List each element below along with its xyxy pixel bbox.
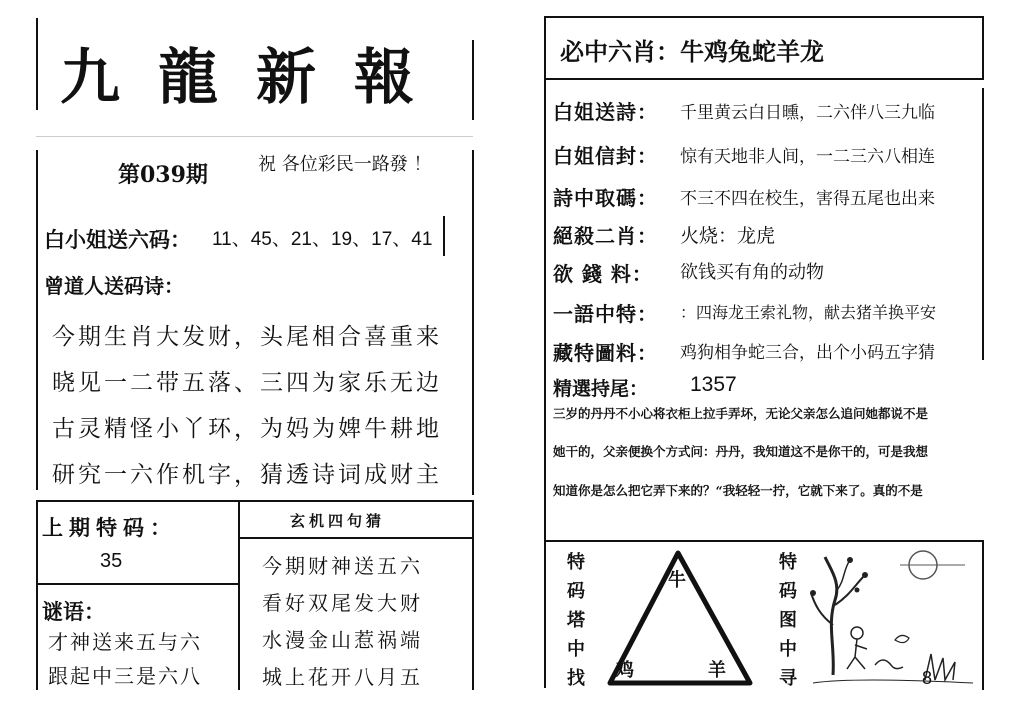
- last-code-divider: [36, 583, 239, 585]
- zodiac-six: 必中六肖：牛鸡兔蛇羊龙: [560, 37, 824, 66]
- clue-label: 藏特圖料：: [553, 341, 658, 365]
- left-page-border-right-lower: [472, 150, 474, 495]
- clue-text: 欲钱买有角的动物: [680, 262, 824, 283]
- clue-label: 白姐信封：: [553, 144, 658, 168]
- riddle-line: 看好双尾发大财: [262, 591, 423, 615]
- tail-value: 1357: [690, 373, 737, 396]
- six-codes-label: 白小姐送六码：: [44, 227, 191, 252]
- poem-line: 研究一六作机字，猜透诗词成财主: [52, 462, 442, 488]
- hint-line: 才神送来五与六: [48, 630, 202, 654]
- clue-label: 絕殺二肖：: [553, 224, 658, 248]
- clue-text: 不三不四在校生，害得五尾也出来: [680, 189, 935, 209]
- story-line: 她干的，父亲便换个方式问：丹丹，我知道这不是你干的，可是我想: [553, 444, 929, 459]
- tail-label: 精選持尾：: [553, 378, 649, 400]
- clue-label: 白姐送詩：: [553, 100, 658, 124]
- picture-column: [775, 548, 801, 693]
- story-line: 知道你是怎么把它弄下来的？“我轻轻一拧，它就下来了。真的不是: [553, 483, 923, 498]
- greeting: 祝 各位彩民一路發 ！: [258, 154, 432, 175]
- bottom-box-right: [472, 500, 474, 690]
- picture-number: 8: [922, 668, 933, 688]
- riddle-title: 玄机四句猜: [290, 512, 386, 530]
- clue-label: 一語中特：: [553, 302, 658, 326]
- clue-text: 火烧：龙虎: [680, 225, 776, 247]
- bottom-panel-top: [544, 540, 984, 542]
- left-page-border-left: [36, 18, 38, 110]
- tower-char: 塔: [567, 610, 585, 631]
- bottom-panel-right: [982, 540, 984, 690]
- picture-char: 寻: [779, 668, 797, 689]
- poem-label: 曾道人送码诗：: [44, 274, 184, 298]
- hint-label: 谜语：: [42, 599, 105, 624]
- zodiac-box-bottom: [544, 78, 984, 80]
- clue-label: 欲 錢 料：: [553, 262, 653, 286]
- clue-text: 惊有天地非人间，一二三六八相连: [680, 147, 935, 167]
- masthead: 九龍新報: [60, 43, 452, 113]
- clue-text: 千里黄云白日曛，二六伴八三九临: [680, 103, 935, 123]
- clue-text: 鸡狗相争蛇三合，出个小码五字猜: [680, 343, 935, 363]
- picture-char: 图: [779, 610, 797, 631]
- six-codes-box-right: [443, 216, 445, 256]
- clue-label: 詩中取碼：: [553, 186, 658, 210]
- left-page-border-left-lower: [36, 150, 38, 490]
- tower-char: 特: [567, 552, 585, 573]
- issue-number: 第039期: [118, 162, 208, 188]
- bottom-box-divider: [238, 500, 240, 690]
- picture-char: 码: [779, 581, 797, 602]
- zodiac-box-top: [544, 16, 984, 18]
- riddle-line: 水漫金山惹祸端: [262, 628, 423, 652]
- picture-char: 特: [779, 552, 797, 573]
- six-codes-value: 11、45、21、19、17、41: [212, 229, 433, 250]
- poem-line: 今期生肖大发财，头尾相合喜重来: [52, 324, 442, 350]
- clue-text: ：四海龙王索礼物，献去猪羊换平安: [680, 303, 937, 322]
- triangle-top-label: 牛: [668, 570, 686, 591]
- riddle-title-divider: [238, 537, 474, 539]
- triangle-left-label: 鸡: [616, 660, 634, 681]
- last-code-label: 上期特码：: [42, 515, 177, 540]
- right-page-border-left: [544, 18, 546, 688]
- triangle-right-label: 羊: [708, 660, 726, 681]
- story-line: 三岁的丹丹不小心将衣柜上拉手弄坏，无论父亲怎么追问她都说不是: [553, 406, 929, 421]
- last-code-value: 35: [100, 550, 123, 572]
- bottom-box-left: [36, 500, 38, 690]
- hint-line: 跟起中三是六八: [48, 664, 202, 688]
- tree-illustration: [805, 545, 980, 690]
- right-page-border-right-mid: [982, 88, 984, 360]
- poem-line: 晓见一二带五落、三四为家乐无边: [52, 370, 442, 396]
- tower-char: 找: [567, 668, 585, 689]
- picture-char: 中: [779, 639, 797, 660]
- tower-column: [563, 548, 589, 693]
- poem-line: 古灵精怪小丫环，为妈为婢牛耕地: [52, 416, 442, 442]
- riddle-line: 城上花开八月五: [262, 665, 423, 689]
- right-page-border-right: [982, 18, 984, 78]
- tower-char: 码: [567, 581, 585, 602]
- bottom-box-top: [36, 500, 474, 502]
- riddle-line: 今期财神送五六: [262, 554, 423, 578]
- tower-char: 中: [567, 639, 585, 660]
- masthead-divider: [36, 136, 473, 137]
- left-page-border-right: [472, 40, 474, 120]
